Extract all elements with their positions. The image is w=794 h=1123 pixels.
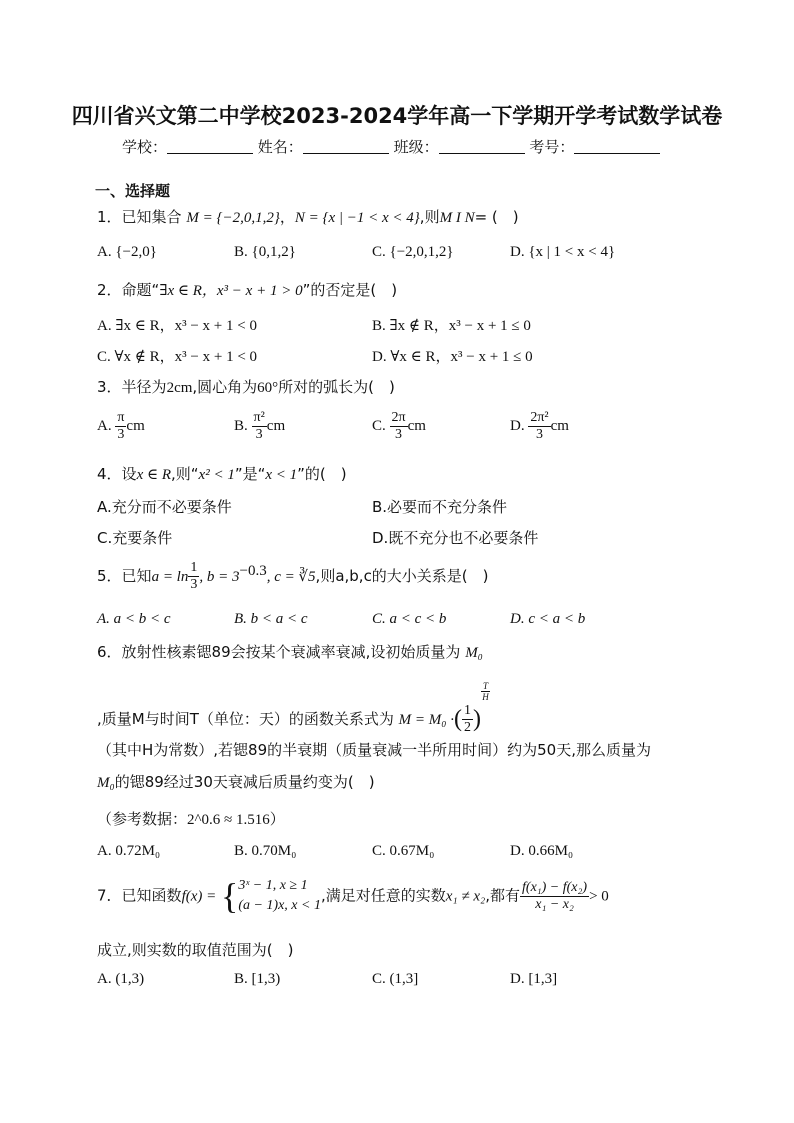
numerator: 1 <box>463 703 471 718</box>
math-expression: ∃x ∈ R，x³ − x + 1 > 0 <box>159 283 303 299</box>
question-text: ”的( ) <box>297 465 347 483</box>
math-expression: , c = ∛5 <box>266 569 316 585</box>
question-text: 放射性核素锶89会按某个衰减率衰减,设初始质量为 <box>121 643 461 661</box>
question-4 <box>97 463 347 484</box>
question-text: 所对的弧长为( ) <box>278 378 395 396</box>
option-c[interactable]: C. (1,3] <box>372 971 419 987</box>
case-2: (a − 1)x, x < 1 <box>238 898 321 913</box>
fraction <box>462 703 473 736</box>
math-expression: x₁ ≠ x₂ <box>445 888 486 905</box>
brace: { <box>221 876 239 916</box>
exponent-fraction <box>481 681 490 702</box>
question-6-line-2 <box>97 681 490 736</box>
denominator: 3 <box>117 427 125 442</box>
school-label: 学校： <box>122 138 168 156</box>
math-expression: x² < 1 <box>198 467 235 483</box>
name-blank[interactable] <box>303 139 389 154</box>
denominator: 3 <box>535 427 543 442</box>
question-text: ,质量M与时间T（单位：天）的函数关系式为 <box>97 710 394 728</box>
math-expression: 2cm <box>166 380 193 396</box>
denominator: 3 <box>190 577 198 592</box>
question-6-line-4 <box>97 771 375 792</box>
paren-open: ( <box>453 706 462 732</box>
numerator: π² <box>253 410 265 425</box>
question-text: 已知 <box>121 567 152 585</box>
question-number: 3． <box>97 378 122 396</box>
option-d[interactable] <box>510 410 569 443</box>
question-1 <box>97 206 519 227</box>
question-number: 5． <box>97 567 122 585</box>
question-text: ,圆心角为 <box>192 378 258 396</box>
fraction <box>188 560 199 593</box>
option-b[interactable]: B. 0.70M₀ <box>234 843 297 859</box>
math-expression: x < 1 <box>265 467 298 483</box>
number-label: 考号： <box>529 138 575 156</box>
option-a[interactable]: A.充分而不必要条件 <box>97 498 232 516</box>
fraction <box>115 410 126 443</box>
option-a[interactable]: A. a < b < c <box>97 611 171 627</box>
question-text: ”的否定是( ) <box>302 281 398 299</box>
math-expression: M = {−2,0,1,2} <box>186 210 280 226</box>
option-label: C. <box>372 417 386 434</box>
option-c[interactable]: C. a < c < b <box>372 611 447 627</box>
math-expression: M₀ <box>97 775 115 791</box>
math-expression: x ∈ R <box>136 467 171 483</box>
denominator: H <box>482 692 489 702</box>
question-number: 1． <box>97 208 122 226</box>
option-a[interactable]: A. {−2,0} <box>97 244 157 260</box>
page-title: 四川省兴文第二中学校2023-2024学年高一下学期开学考试数学试卷 <box>71 104 723 128</box>
math-expression: M₀ <box>465 645 483 661</box>
fraction <box>252 410 267 443</box>
question-number: 7． <box>97 886 122 905</box>
unit: cm <box>550 417 569 434</box>
question-number: 4． <box>97 465 122 483</box>
unit: cm <box>407 417 426 434</box>
question-3 <box>97 376 395 397</box>
option-d[interactable]: D. [1,3] <box>510 971 558 987</box>
question-text: 的锶89经过30天衰减后质量约变为( ) <box>114 773 375 791</box>
question-text: （参考数据： <box>97 810 188 828</box>
fraction <box>520 880 589 913</box>
numerator: π <box>117 410 125 425</box>
denominator: 2 <box>463 720 471 735</box>
question-2 <box>97 279 397 300</box>
question-6-reference <box>97 808 285 829</box>
question-text: 设 <box>121 465 137 483</box>
option-a[interactable]: A. (1,3) <box>97 971 145 987</box>
option-c[interactable]: C. ∀x ∉ R，x³ − x + 1 < 0 <box>97 349 258 365</box>
question-7 <box>97 876 609 916</box>
math-expression: M I N <box>439 210 475 226</box>
question-text: 已知集合 <box>121 208 182 226</box>
option-a[interactable] <box>97 410 145 443</box>
question-text: 已知函数 <box>121 886 182 905</box>
name-label: 姓名： <box>257 138 303 156</box>
math-expression: M = M₀ · <box>398 712 454 728</box>
question-6-line-3: （其中H为常数）,若锶89的半衰期（质量衰减一半所用时间）约为50天,那么质量为 <box>97 741 651 759</box>
unit: cm <box>266 417 286 434</box>
option-c[interactable]: C.充要条件 <box>97 529 173 547</box>
numerator: 2π <box>391 410 406 425</box>
question-text: ,则 <box>419 208 440 226</box>
option-d[interactable]: D. {x | 1 < x < 4} <box>510 244 616 260</box>
paren-close: ) <box>472 706 481 732</box>
math-expression: 2^0.6 ≈ 1.516 <box>187 812 270 828</box>
option-c[interactable]: C. 0.67M₀ <box>372 843 435 859</box>
piecewise-cases <box>238 876 321 916</box>
option-b[interactable]: B. [1,3) <box>234 971 281 987</box>
math-expression: a = ln <box>151 569 189 585</box>
option-a[interactable]: A. ∃x ∈ R，x³ − x + 1 < 0 <box>97 318 257 334</box>
option-b[interactable]: B.必要而不充分条件 <box>372 498 508 516</box>
question-text: ”是“ <box>234 465 266 483</box>
question-5 <box>97 560 489 593</box>
option-b[interactable]: B. {0,1,2} <box>234 244 296 260</box>
denominator: 3 <box>395 427 403 442</box>
question-7-line-2: 成立,则实数的取值范围为( ) <box>97 941 294 959</box>
numerator: 1 <box>190 560 198 575</box>
numerator: T <box>482 681 488 691</box>
question-text: ,都有 <box>485 886 521 905</box>
question-text: ） <box>269 810 285 828</box>
question-text: = ( ) <box>474 208 519 226</box>
question-text: ,则“ <box>171 465 199 483</box>
option-b[interactable]: B. b < a < c <box>234 611 308 627</box>
question-text: ,满足对任意的实数 <box>320 886 446 905</box>
question-text: ， <box>279 208 295 226</box>
question-text: 半径为 <box>121 378 167 396</box>
denominator: x₁ − x₂ <box>535 896 574 912</box>
option-d[interactable]: D. ∀x ∈ R，x³ − x + 1 ≤ 0 <box>372 349 533 365</box>
option-label: A. <box>97 417 112 434</box>
fraction <box>528 410 550 443</box>
math-expression: 60° <box>257 380 279 396</box>
option-label: B. <box>234 417 248 434</box>
class-label: 班级： <box>393 138 439 156</box>
option-d[interactable]: D. c < a < b <box>510 611 586 627</box>
denominator: 3 <box>255 427 263 442</box>
school-blank[interactable] <box>167 139 253 154</box>
option-c[interactable]: C. {−2,0,1,2} <box>372 244 454 260</box>
option-b[interactable] <box>234 410 285 443</box>
question-6 <box>97 641 483 662</box>
section-title: 一、选择题 <box>95 182 171 200</box>
option-d[interactable]: D. 0.66M₀ <box>510 843 574 859</box>
math-expression: , b = 3 <box>199 569 240 585</box>
option-b[interactable]: B. ∃x ∉ R，x³ − x + 1 ≤ 0 <box>372 318 531 334</box>
exponent: −0.3 <box>239 563 267 579</box>
question-text: 命题“ <box>121 281 160 299</box>
option-a[interactable]: A. 0.72M₀ <box>97 843 161 859</box>
class-blank[interactable] <box>439 139 525 154</box>
math-expression: N = {x | −1 < x < 4} <box>294 210 420 226</box>
question-text: ,则a,b,c的大小关系是( ) <box>315 567 489 585</box>
numerator: 2π² <box>530 410 549 425</box>
case-1: 3ˣ − 1, x ≥ 1 <box>238 878 308 893</box>
number-blank[interactable] <box>574 139 660 154</box>
math-expression: > 0 <box>589 888 609 905</box>
fraction <box>390 410 408 443</box>
unit: cm <box>126 417 145 434</box>
numerator: f(x₁) − f(x₂) <box>522 879 588 895</box>
option-label: D. <box>510 417 525 434</box>
student-info-line <box>122 136 660 157</box>
option-c[interactable] <box>372 410 426 443</box>
question-number: 2． <box>97 281 122 299</box>
option-d[interactable]: D.既不充分也不必要条件 <box>372 529 539 547</box>
question-number: 6． <box>97 643 122 661</box>
math-expression: f(x) = <box>181 888 217 905</box>
